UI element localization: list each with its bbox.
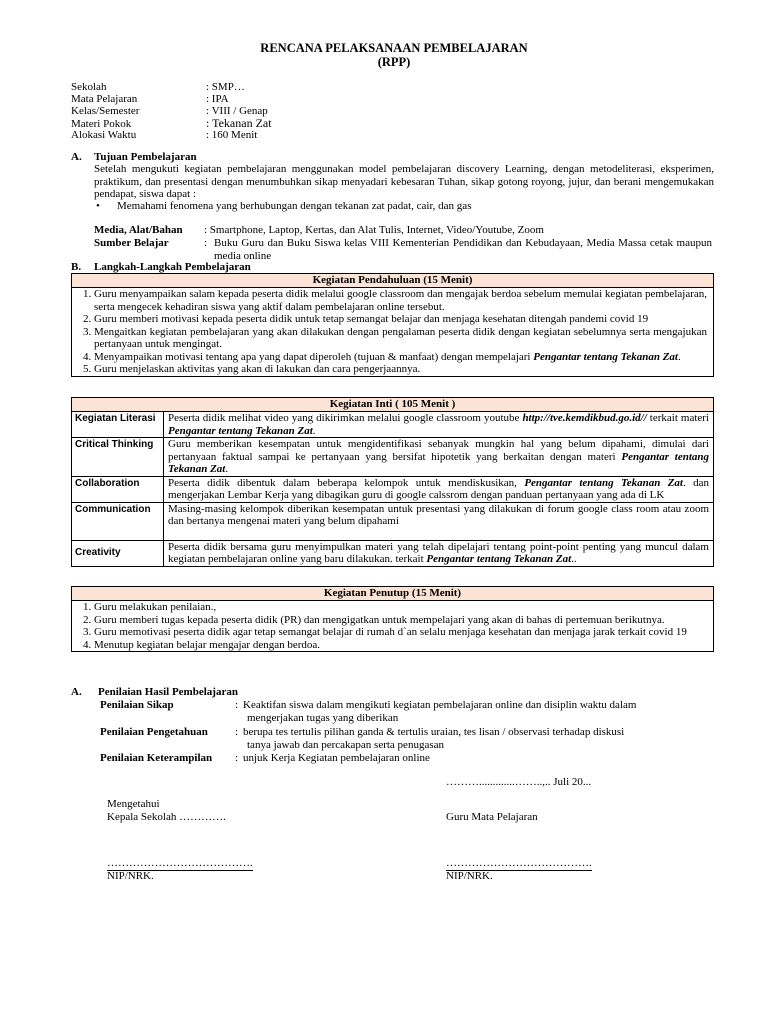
penilaian-colon: : [235, 699, 239, 711]
row-value: Masing-masing kelompok diberikan kesempatan untuk presentasi yang dilakukan di forum google class room atau zoom dan bertanya mengenai materi yang belum dipahami [168, 502, 709, 527]
identity-value: : 160 Menit [206, 129, 258, 141]
tujuan-text: Setelah mengukuti kegiatan pembelajaran menggunakan model pembelajaran discovery Learning, dengan metodeliterasi, eksperimen, praktikum, dan presentasi dengan menumbuhkan sikap menyadari kebesaran Tuhan, sikap gotong royong, jujur, dan berani mengemukakan pendapat, siswa dapat : [94, 163, 714, 200]
inti-box [71, 397, 714, 567]
list-item: 2. Guru memberi tugas kepada peserta didik (PR) dan mengigatkan untuk mempelajari yang akan di bahas di pertemuan berikutnya. [94, 614, 707, 627]
nip-left: NIP/NRK. [107, 870, 154, 882]
penilaian-keterampilan [100, 752, 430, 765]
identity-value: : SMP… [206, 81, 245, 93]
row-emphasis: Pengantar tentang Tekanan Zat [524, 476, 683, 489]
row-key: Communication [72, 503, 164, 540]
mengetahui-label: Mengetahui [107, 798, 160, 810]
row-value [164, 541, 713, 566]
section-b-heading: Langkah-Langkah Pembelajaran [94, 261, 251, 273]
section-a-marker: A. [71, 151, 82, 163]
item-emphasis: Pengantar tentang Tekanan Zat [533, 350, 678, 363]
row-text: Peserta didik bersama guru menyimpulkan materi yang telah dipelajari tentang point-point penting yang muncul dalam kegiatan pembelajaran online yang baru dilakukan. terkait [168, 540, 709, 565]
row-value [164, 477, 713, 502]
penilaian-text: Keaktifan siswa dalam mengikuti kegiatan pembelajaran online dan disiplin waktu dalam [243, 699, 637, 711]
row-value [164, 412, 713, 437]
identity-school [71, 81, 245, 94]
row-text: Guru memberikan kesempatan untuk mengidentifikasi sebanyak mungkin hal yang belum dipahami, dimulai dari pertanyaan faktual sampai ke pertanyaan yang bersifat hipotetik yang berkaitan dengan materi [168, 438, 709, 463]
row-key: Kegiatan Literasi [72, 412, 164, 437]
identity-label: Sekolah [71, 81, 107, 93]
identity-value: : Tekanan Zat [206, 116, 272, 130]
penutup-box [71, 586, 714, 652]
nip-right: NIP/NRK. [446, 870, 493, 882]
row-emphasis: Pengantar tentang Tekanan Zat [168, 450, 710, 475]
tujuan-point: Memahami fenomena yang berhubungan dengan tekanan zat padat, cair, dan gas [117, 200, 472, 212]
bullet-icon: • [96, 200, 100, 212]
penilaian-label: Penilaian Keterampilan [100, 752, 213, 764]
list-item: 3. Mengaitkan kegiatan pembelajaran yang akan dilakukan dengan pengalaman peserta didik dengan kegiatan sebelumnya serta mengajukan pertanyaan untuk mengingat. [94, 326, 707, 351]
list-item: 1. Guru menyampaikan salam kepada peserta didik melalui google classroom dan mengajak berdoa sebelum memulai kegiatan pembelajaran, serta mengecek kehadiran siswa yang aktif dalam pembelajaran online tersebut. [94, 288, 707, 313]
row-text: Peserta didik melihat video yang dikirimkan melalui google classroom youtube [168, 412, 523, 424]
row-tail: . [312, 424, 316, 437]
sumber-row [94, 237, 714, 262]
list-item [94, 351, 707, 364]
signature-date: ……….............……..,.. Juli 20... [446, 776, 592, 788]
pendahuluan-box [71, 273, 714, 377]
sumber-value: Buku Guru dan Buku Siswa kelas VIII Kementerian Pendidikan dan Kebudayaan, Media Massa cetak maupun media online [214, 237, 712, 262]
section-b-marker: B. [71, 261, 82, 273]
list-item: 4. Menutup kegiatan belajar mengajar dengan berdoa. [94, 639, 707, 652]
signature-line-left [107, 857, 253, 871]
penilaian-colon: : [235, 752, 239, 764]
section-a-heading: Tujuan Pembelajaran [94, 151, 197, 163]
penilaian-label: Penilaian Pengetahuan [100, 726, 208, 738]
penutup-list [72, 601, 713, 651]
inti-header: Kegiatan Inti ( 105 Menit ) [72, 398, 713, 412]
media-row [94, 224, 544, 237]
signature-line-right [446, 857, 592, 871]
identity-value: : IPA [206, 93, 229, 105]
row-key: Collaboration [72, 477, 164, 502]
identity-label: Kelas/Semester [71, 105, 140, 117]
identity-label: Materi Pokok [71, 118, 132, 130]
inti-row-communication [72, 503, 713, 541]
list-item: 3. Guru memotivasi peserta didik agar tetap semangat belajar di rumah d`an selalu menjaga kesehatan dan menjaga jarak terkait covid 19 [94, 626, 707, 639]
penilaian-pengetahuan-cont: tanya jawab dan percakapan serta penugasan [247, 739, 444, 751]
row-text: terkait materi [646, 412, 709, 424]
row-tail: .. [571, 553, 577, 565]
inti-row-collaboration [72, 477, 713, 503]
penilaian-label: Penilaian Sikap [100, 699, 174, 711]
penilaian-sikap [100, 699, 636, 712]
penutup-header: Kegiatan Penutup (15 Menit) [72, 587, 713, 601]
inti-row-critical [72, 438, 713, 477]
item-text: Menyampaikan motivasi tentang apa yang dapat diperoleh (tujuan & manfaat) dengan mempelajari [94, 350, 534, 363]
row-key: Critical Thinking [72, 438, 164, 476]
row-tail: . [225, 463, 229, 475]
signature-dots: …………………………………. [107, 857, 253, 869]
section-penilaian-heading: Penilaian Hasil Pembelajaran [98, 686, 238, 698]
video-link[interactable]: http://tve.kemdikbud.go.id// [522, 412, 647, 424]
row-text: . dan mengerjakan Lembar Kerja yang dibagikan guru di google calssrom dengan panduan pertanyaan yang ada di LK [168, 476, 709, 501]
item-tail: . [678, 350, 681, 363]
row-emphasis: Pengantar tentang Tekanan Zat [168, 424, 313, 437]
row-text: Peserta didik dibentuk dalam beberapa kelompok untuk mendiskusikan, [168, 476, 525, 489]
penilaian-pengetahuan [100, 726, 624, 739]
section-penilaian-marker: A. [71, 686, 82, 698]
row-emphasis: Pengantar tentang Tekanan Zat [426, 553, 572, 565]
penilaian-text: unjuk Kerja Kegiatan pembelajaran online [243, 752, 430, 764]
inti-row-creativity [72, 541, 713, 567]
row-key: Creativity [72, 541, 164, 566]
list-item: 2. Guru memberi motivasi kepada peserta didik untuk tetap semangat belajar dan menjaga kesehatan ditengah pandemi covid 19 [94, 313, 707, 326]
guru-label: Guru Mata Pelajaran [446, 811, 538, 823]
kepala-sekolah-label: Kepala Sekolah …………. [107, 811, 226, 823]
penilaian-sikap-cont: mengerjakan tugas yang diberikan [247, 712, 399, 724]
identity-value: : VIII / Genap [206, 105, 268, 117]
list-item: 5. Guru menjelaskan aktivitas yang akan di lakukan dan cara pengerjaannya. [94, 363, 707, 376]
identity-label: Mata Pelajaran [71, 93, 138, 105]
sumber-colon: : [204, 237, 208, 249]
inti-row-literasi [72, 412, 713, 438]
media-label: Media, Alat/Bahan [94, 224, 183, 236]
list-item: 1. Guru melakukan penilaian., [94, 601, 707, 614]
pendahuluan-list [72, 288, 713, 376]
row-value [164, 438, 713, 476]
media-value: : Smartphone, Laptop, Kertas, dan Alat Tulis, Internet, Video/Youtube, Zoom [204, 224, 544, 236]
identity-subject [71, 93, 229, 106]
identity-time [71, 129, 257, 142]
sumber-label: Sumber Belajar [94, 237, 169, 249]
penilaian-text: berupa tes tertulis pilihan ganda & tertulis uraian, tes lisan / observasi terhadap diskusi [243, 726, 625, 738]
signature-dots: …………………………………. [446, 857, 592, 869]
identity-label: Alokasi Waktu [71, 129, 137, 141]
penilaian-colon: : [235, 726, 239, 738]
doc-title: RENCANA PELAKSANAAN PEMBELAJARAN [260, 41, 528, 55]
doc-subtitle: (RPP) [377, 55, 411, 69]
pendahuluan-header: Kegiatan Pendahuluan (15 Menit) [72, 274, 713, 288]
